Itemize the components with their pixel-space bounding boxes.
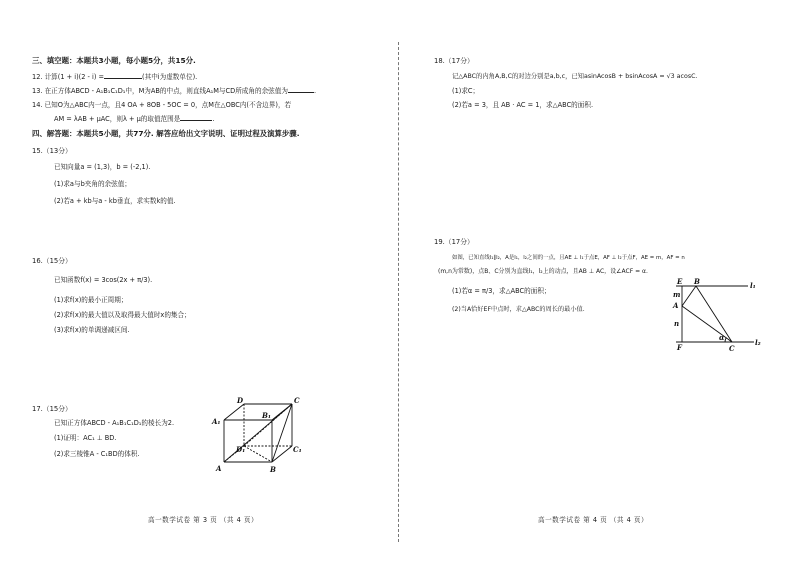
parallel-lines-figure	[670, 276, 764, 352]
question-16-part-1: (1)求f(x)的最小正周期；	[54, 296, 128, 304]
cube-label: A₁	[212, 417, 221, 426]
question-12-text: 12. 计算(1 + i)(2 - i) =	[32, 73, 105, 81]
question-19-part-2: (2)当A恰好EF中点时，求△ABC的周长的最小值.	[452, 306, 585, 313]
question-16-part-3: (3)求f(x)的单调递减区间.	[54, 326, 130, 334]
question-13: 13. 在正方体ABCD - A₁B₁C₁D₁中，M为AB的中点，则直线A₁M与CD所成角的余弦值为 .	[32, 87, 317, 95]
cube-label: B	[270, 465, 276, 474]
answer-blank-13[interactable]	[288, 86, 314, 93]
figure-label: B	[694, 277, 700, 286]
figure-label: l₂	[755, 338, 761, 347]
figure-label: F	[677, 343, 682, 352]
cube-label: A	[216, 464, 222, 473]
section-4-title: 四、解答题：本题共5小题，共77分. 解答应给出文字说明、证明过程及演算步骤.	[32, 129, 300, 138]
question-15-part-1: (1)求a与b夹角的余弦值；	[54, 180, 131, 188]
section-3-title: 三、填空题：本题共3小题，每小题5分，共15分.	[32, 56, 196, 65]
question-19-heading: 19.（17分）	[434, 238, 474, 246]
question-14-text: AM = λAB + μAC，则λ + μ的取值范围是	[54, 115, 181, 123]
question-14-line-2: AM = λAB + μAC，则λ + μ的取值范围是 .	[54, 115, 215, 123]
question-14-line-1: 14. 已知O为△ABC内一点，且4 OA + 8OB - 5OC = 0，点M在△OBC内(不含边界)，若	[32, 101, 292, 109]
cube-label: C	[294, 396, 300, 405]
figure-label: E	[677, 277, 683, 286]
cube-label: D₁	[236, 445, 246, 454]
page-divider	[398, 42, 399, 542]
question-13-text: 13. 在正方体ABCD - A₁B₁C₁D₁中，M为AB的中点，则直线A₁M与CD所成角的余弦值为	[32, 87, 288, 95]
question-17-part-1: (1)证明：AC₁ ⊥ BD.	[54, 434, 117, 442]
figure-label: l₁	[750, 281, 756, 290]
cube-figure	[206, 396, 302, 476]
question-16-part-2: (2)求f(x)的最大值以及取得最大值时x的集合；	[54, 311, 191, 319]
question-12-tail: (其中i为虚数单位).	[142, 73, 198, 81]
figure-label: C	[729, 344, 735, 352]
question-17-heading: 17.（15分）	[32, 405, 72, 413]
cube-label: B₁	[262, 411, 271, 420]
exam-page-4	[400, 0, 794, 561]
cube-label: D	[237, 396, 244, 405]
question-15-heading: 15.（13分）	[32, 147, 72, 155]
question-17-part-2: (2)求三棱锥A - C₁BD的体积.	[54, 450, 140, 458]
question-18-stem: 记△ABC的内角A,B,C的对边分别是a,b,c，已知asinAcosB + bsinAcosA = √3 acosC.	[452, 73, 698, 80]
question-18-part-1: (1)求C；	[452, 87, 480, 95]
answer-blank-12[interactable]	[104, 72, 142, 79]
question-12	[32, 72, 197, 81]
page-footer: 高一数学试卷 第 4 页 （共 4 页）	[538, 516, 649, 524]
figure-label: n	[674, 319, 680, 328]
question-18-heading: 18.（17分）	[434, 57, 474, 65]
question-19-line-2: (m,n为常数)，点B、C分别为直线l₁，l₂上的动点，且AB ⊥ AC，设∠ACF = α.	[438, 268, 648, 275]
question-15-stem: 已知向量a = (1,3)，b = (-2,1).	[54, 163, 151, 171]
figure-label: m	[673, 290, 681, 299]
question-15-part-2: (2)若a + kb与a - kb垂直，求实数k的值.	[54, 197, 176, 205]
question-18-part-2: (2)若a = 3，且 AB · AC = 1，求△ABC的面积.	[452, 101, 594, 109]
figure-label: α	[719, 333, 725, 342]
page-footer: 高一数学试卷 第 3 页 （共 4 页）	[148, 516, 259, 524]
answer-blank-14[interactable]	[180, 114, 212, 121]
figure-label: A	[673, 301, 679, 310]
question-19-line-1: 如图，已知直线l₁∥l₂，A是l₁，l₂之间的一点，且AE ⊥ l₁于点E，AF ⊥ l₂于点F，AE = m，AF = n	[452, 255, 685, 261]
question-16-stem: 已知函数f(x) = 3cos(2x + π/3).	[54, 276, 153, 284]
question-19-part-1: (1)若α = π/3，求△ABC的面积；	[452, 287, 551, 295]
cube-label: C₁	[293, 445, 302, 454]
question-16-heading: 16.（15分）	[32, 257, 72, 265]
question-17-stem: 已知正方体ABCD - A₁B₁C₁D₁的棱长为2.	[54, 419, 175, 427]
